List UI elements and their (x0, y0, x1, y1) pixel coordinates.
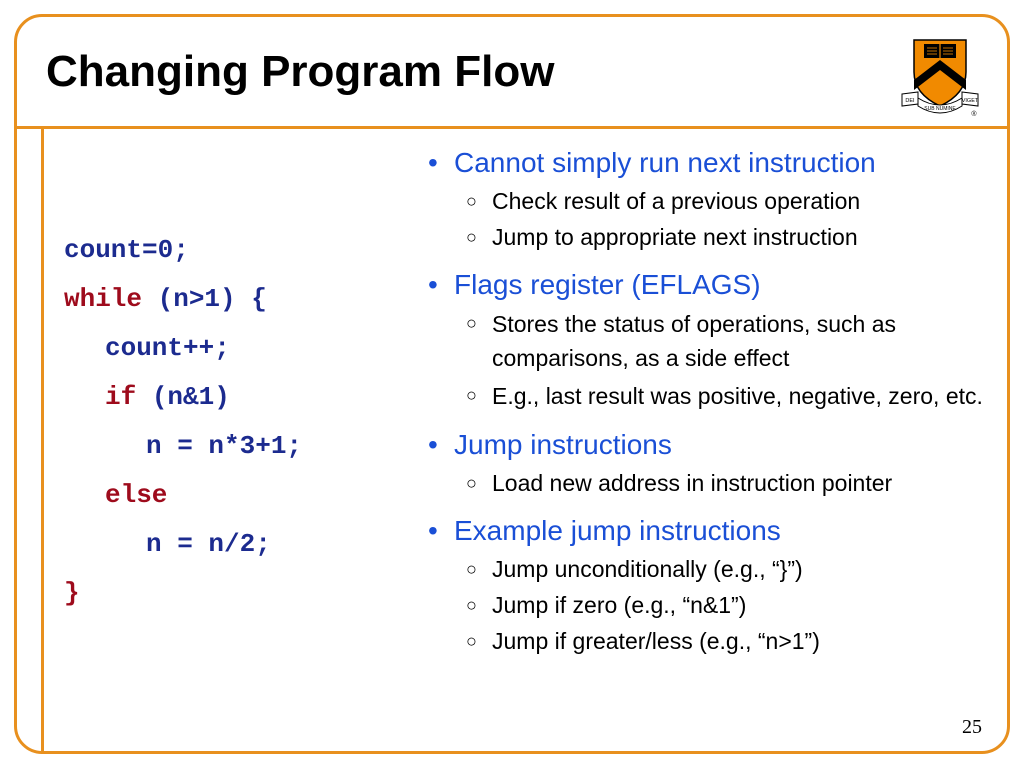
code-keyword: while (64, 284, 143, 314)
bullet-item (428, 145, 1008, 181)
sub-bullet-item (428, 221, 1008, 253)
sub-bullet-item (428, 307, 1008, 375)
bullet-item (428, 513, 1008, 549)
sub-bullet-text: E.g., last result was positive, negative, zero, etc. (492, 383, 983, 409)
sub-bullet-text: Jump to appropriate next instruction (492, 224, 858, 250)
bullet-text: Example jump instructions (454, 515, 781, 546)
code-line (64, 524, 302, 573)
code-line (64, 573, 302, 622)
sub-bullet-circle-icon: ○ (466, 559, 477, 579)
sub-bullet-text: Jump unconditionally (e.g., “}”) (492, 556, 803, 582)
sub-bullet-item (428, 185, 1008, 217)
code-line (64, 279, 302, 328)
code-keyword: } (64, 578, 80, 608)
code-line (64, 475, 302, 524)
sub-bullet-circle-icon: ○ (466, 595, 477, 615)
sub-bullet-circle-icon: ○ (466, 191, 477, 211)
sub-bullet-text: Stores the status of operations, such as comparisons, as a side effect (492, 311, 897, 371)
sub-bullet-circle-icon: ○ (466, 313, 477, 333)
logo-banner-center: SUB NUMINE (924, 106, 956, 112)
bullet-item (428, 267, 1008, 303)
bullet-text: Cannot simply run next instruction (454, 147, 876, 178)
bullet-dot-icon: • (428, 515, 438, 546)
logo-banner-right: VIGET (961, 98, 979, 104)
code-listing (64, 230, 302, 622)
sub-bullet-circle-icon: ○ (466, 631, 477, 651)
sub-bullet-circle-icon: ○ (466, 227, 477, 247)
sub-bullet-item (428, 625, 1008, 657)
sub-bullet-text: Load new address in instruction pointer (492, 470, 893, 496)
bullet-item (428, 427, 1008, 463)
sub-bullet-item (428, 379, 1008, 413)
code-line (64, 377, 302, 426)
title-divider (14, 126, 1010, 129)
page-number: 25 (962, 716, 982, 738)
code-text: n = n*3+1; (146, 431, 303, 461)
sub-bullet-circle-icon: ○ (466, 385, 477, 405)
bullet-text: Jump instructions (454, 429, 672, 460)
code-text: n = n/2; (146, 529, 271, 559)
code-line (64, 230, 302, 279)
sub-bullet-text: Jump if greater/less (e.g., “n>1”) (492, 628, 820, 654)
code-keyword: if (105, 382, 137, 412)
sub-bullet-circle-icon: ○ (466, 473, 477, 493)
slide-title: Changing Program Flow (46, 47, 555, 96)
code-text: count++; (105, 333, 230, 363)
sub-bullet-text: Jump if zero (e.g., “n&1”) (492, 592, 747, 618)
code-text: count=0; (64, 235, 189, 265)
logo-banner-left: DEI (905, 98, 915, 104)
bullet-dot-icon: • (428, 269, 438, 300)
bullet-dot-icon: • (428, 147, 438, 178)
sub-bullet-item (428, 467, 1008, 499)
logo-trademark: ® (971, 111, 977, 118)
sub-bullet-item (428, 589, 1008, 621)
code-line (64, 426, 302, 475)
princeton-shield-icon (900, 32, 980, 118)
bullet-list (428, 145, 1008, 657)
code-text: (n&1) (136, 382, 230, 412)
left-margin-rule (41, 126, 44, 754)
bullet-text: Flags register (EFLAGS) (454, 269, 761, 300)
sub-bullet-item (428, 553, 1008, 585)
sub-bullet-text: Check result of a previous operation (492, 188, 861, 214)
code-line (64, 328, 302, 377)
code-keyword: else (105, 480, 168, 510)
bullet-dot-icon: • (428, 429, 438, 460)
code-text: (n>1) { (142, 284, 267, 314)
